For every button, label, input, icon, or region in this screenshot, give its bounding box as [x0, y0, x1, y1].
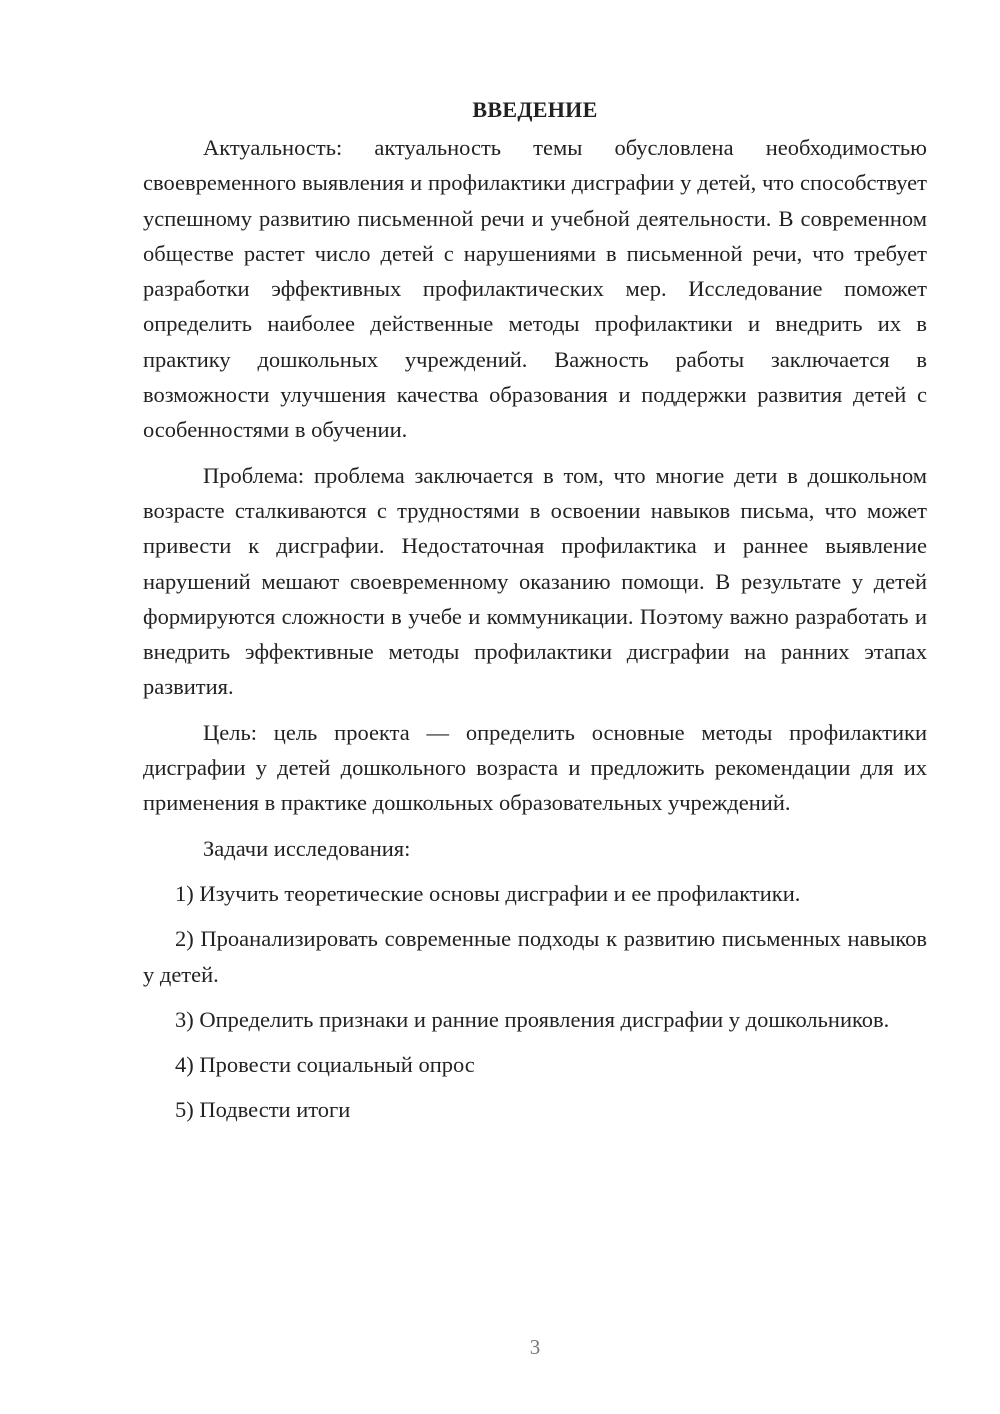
tasks-heading: Задачи исследования: [203, 835, 411, 861]
section-title: ВВЕДЕНИЕ [472, 97, 598, 122]
paragraph-problem: Проблема: проблема заключается в том, что многие дети в дошкольном возрасте сталкиваются с трудностями в освоении навыков письма, что может привести к дисграфии. Недостаточная профилактика и раннее выявление нарушений мешают своевременному оказанию помощи. В результате у детей формируются сложности в учебе и коммуникации. Поэтому важно разработать и внедрить эффективные методы профилактики дисграфии на ранних этапах развития. [143, 462, 927, 700]
paragraph-relevance: Актуальность: актуальность темы обусловлена необходимостью своевременного выявления и профилактики дисграфии у детей, что способствует успешному развитию письменной речи и учебной деятельности. В современном обществе растет число детей с нарушениями в письменной речи, что требует разработки эффективных профилактических мер. Исследование поможет определить наиболее действенные методы профилактики и внедрить их в практику дошкольных учреждений. Важность работы заключается в возможности улучшения качества образования и поддержки развития детей с особенностями в обучении. [143, 135, 927, 443]
page-number: 3 [529, 1335, 541, 1359]
page-content [143, 94, 927, 1138]
task-item-4: 4) Провести социальный опрос [175, 1052, 475, 1078]
task-item-2: 2) Проанализировать современные подходы к развитию письменных навыков у детей. [143, 926, 927, 987]
task-item-1: 1) Изучить теоретические основы дисграфии и ее профилактики. [175, 880, 801, 906]
task-item-5: 5) Подвести итоги [175, 1097, 351, 1123]
paragraph-goal: Цель: цель проекта — определить основные методы профилактики дисграфии у детей дошкольного возраста и предложить рекомендации для их применения в практике дошкольных образовательных учреждений. [143, 719, 927, 816]
task-item-3: 3) Определить признаки и ранние проявления дисграфии у дошкольников. [175, 1006, 890, 1032]
